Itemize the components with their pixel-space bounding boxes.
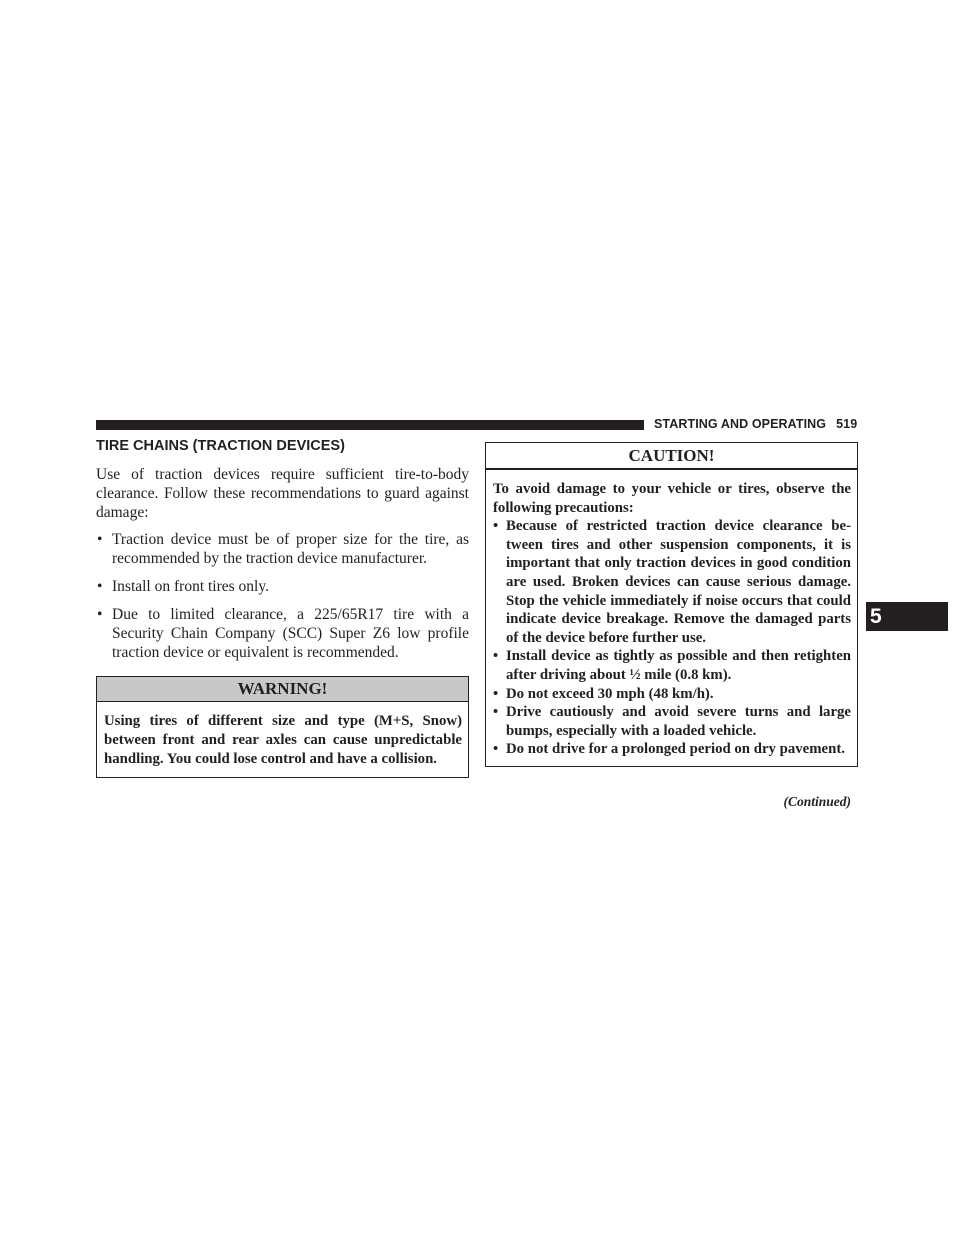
warning-box (96, 676, 469, 778)
intro-paragraph: Use of traction devices require sufficient tire-to-body clearance. Follow these recommendations to guard against damage: (96, 466, 469, 521)
header-rule (96, 420, 644, 430)
running-header (654, 417, 857, 431)
list-item: • Do not exceed 30 mph (48 km/h). (493, 685, 851, 704)
chapter-tab: 5 (866, 602, 948, 631)
section-name: STARTING AND OPERATING (654, 417, 827, 431)
left-column (96, 465, 469, 662)
warning-heading: WARNING! (97, 677, 468, 702)
continued-note: (Continued) (783, 794, 851, 809)
list-item: • Do not drive for a prolonged period on dry pavement. (493, 740, 851, 759)
list-item: • Install device as tightly as possible and then retighten after driving about ½ mile (0.8 km). (493, 647, 851, 684)
caution-list (493, 517, 851, 759)
warning-text: Using tires of different size and type (M+S, Snow) between front and rear axles can cause unpredictable handling. You could lose control and have a collision. (104, 713, 462, 767)
caution-heading: CAUTION! (486, 443, 857, 470)
page-number: 519 (836, 417, 858, 431)
section-title: TIRE CHAINS (TRACTION DEVICES) (96, 438, 345, 454)
caution-box (485, 442, 858, 767)
list-item: • Install on front tires only. (96, 577, 469, 596)
caution-intro: To avoid damage to your vehicle or tires, observe the following precautions: (493, 481, 851, 516)
list-item: • Traction device must be of proper size for the tire, as recommended by the traction device manufacturer. (96, 530, 469, 568)
caution-body (486, 470, 857, 766)
list-item: • Due to limited clearance, a 225/65R17 tire with a Security Chain Company (SCC) Super Z6 low profile traction device or equivalent is recommended. (96, 605, 469, 662)
recommendation-list (96, 530, 469, 662)
list-item: • Drive cautiously and avoid severe turns and large bumps, especially with a loaded vehicle. (493, 703, 851, 740)
list-item: • Because of restricted traction device clearance between tires and other suspension components, it is important that only traction devices in good condition are used. Broken devices can cause serious damage. Stop the vehicle immediately if noise occurs that could indicate device breakage. Remove the damaged parts of the device before further use. (493, 517, 851, 647)
